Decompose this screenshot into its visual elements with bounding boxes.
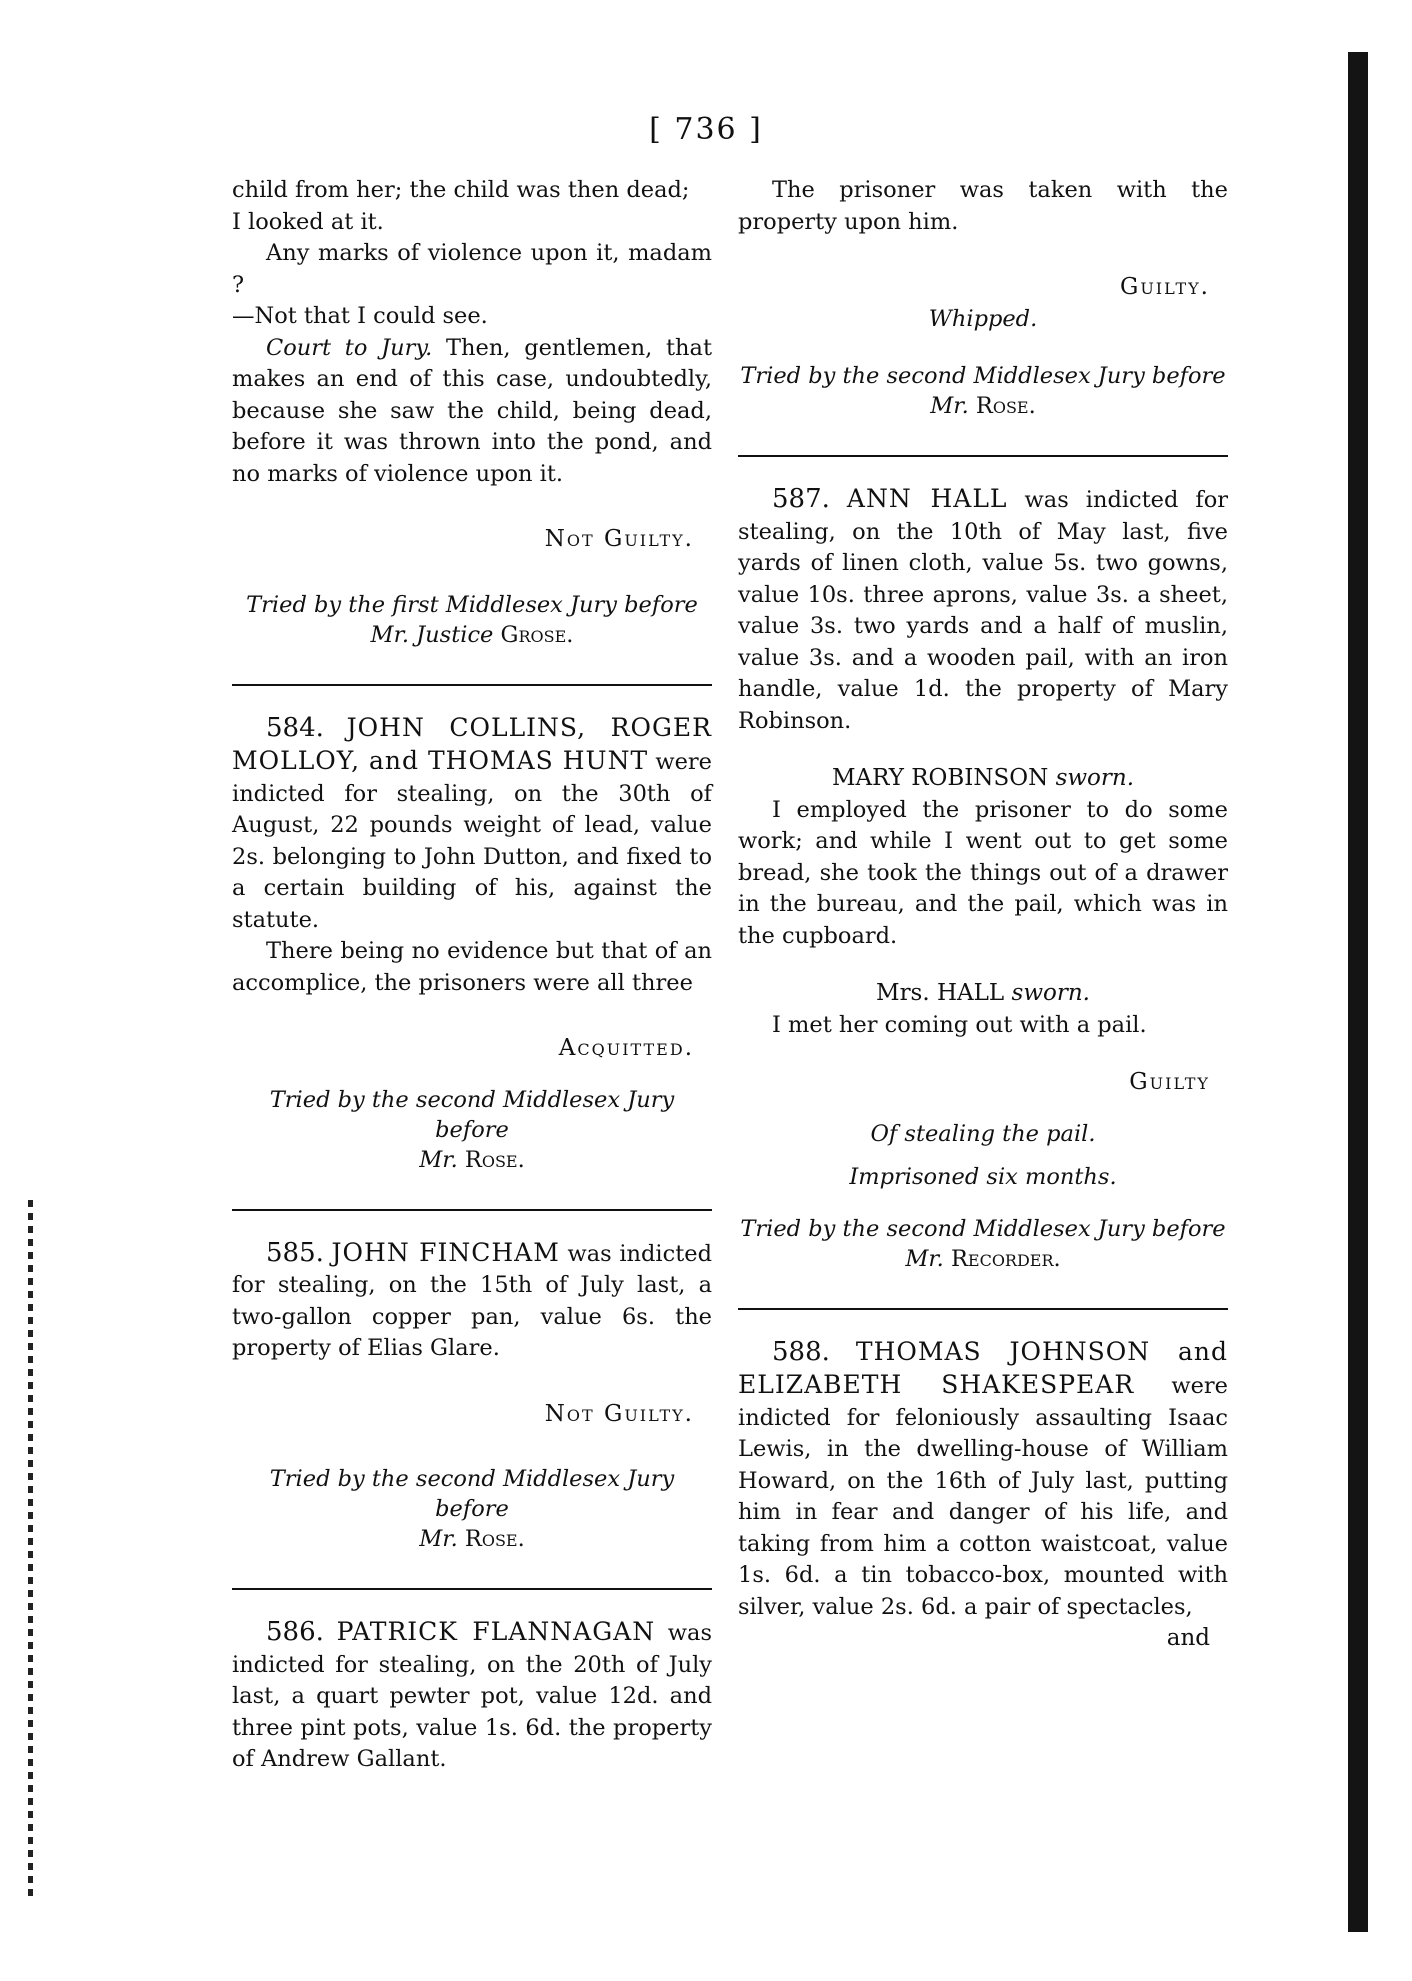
tried-note-587-prefix: Mr. [905,1245,944,1272]
case-586-continuation: The prisoner was taken with the property upon him. [738,177,1228,235]
case-585-paragraph [232,1237,712,1365]
scan-edge-marks [28,1200,33,1900]
witness-heading-1 [738,763,1228,795]
verdict-587-detail: Of stealing the pail. [870,1120,1096,1147]
left-column [232,175,712,1776]
case-585-indictment: was indicted for stealing, on the 15th of July last, a two-gallon copper pan, value 6s. the property of Elias Glare. [232,1240,712,1361]
court-to-jury-label: Court to Jury. [266,334,433,361]
witness-2-sworn: sworn. [1011,980,1090,1006]
continuation-text [232,175,712,238]
tried-note-584-prefix: Mr. [419,1146,458,1173]
tried-note-587-line-1: Tried by the second Middlesex Jury before [740,1215,1226,1242]
witness-2-testimony: I met her coming out with a pail. [772,1011,1147,1038]
case-586-number: 586. [266,1617,324,1647]
tried-note-585-judge: Rose. [464,1526,525,1552]
case-587-paragraph [738,483,1228,737]
tried-note-1-line-1: Tried by the first Middlesex Jury before [246,591,698,618]
sentence-587: Imprisoned six months. [849,1164,1117,1190]
case-588-defendants: THOMAS JOHNSON and ELIZABETH SHAKESPEAR [738,1336,1228,1399]
catchword: and [1166,1625,1210,1651]
tried-note-1-judge: Grose. [500,621,574,648]
witness-1-testimony: I employed the prisoner to do some work; and while I went out to get some bread, she took the things out of a drawer in the bureau, and the pail, which was in the cupboard. [738,796,1228,949]
tried-by-note-586 [738,361,1228,421]
tried-note-586-prefix: Mr. [930,393,969,419]
case-585-defendant: JOHN FINCHAM [331,1237,560,1267]
tried-by-note-584 [232,1085,712,1175]
continuation-line-2: I looked at it. [232,208,384,235]
witness-heading-2 [738,978,1228,1010]
case-586-indictment: was indicted for stealing, on the 20th of July last, a quart pewter pot, value 12d. and three pint pots, value 1s. 6d. the property of Andrew Gallant. [232,1620,713,1772]
scan-binding-shadow [1348,52,1368,1932]
answer-line: —Not that I could see. [232,303,488,329]
verdict-guilty-587: Guilty [1129,1069,1210,1095]
case-586-paragraph [232,1616,712,1776]
case-588-number: 588. [772,1336,830,1367]
case-584-note: There being no evidence but that of an accomplice, the prisoners were all three [232,938,712,996]
page-number: [ 736 ] [649,112,763,147]
tried-note-1-prefix: Mr. Justice [370,621,494,648]
tried-note-586-judge: Rose. [975,393,1036,419]
sentence-586: Whipped. [928,305,1038,332]
tried-note-587-judge: Recorder. [950,1245,1061,1272]
tried-note-585-prefix: Mr. [419,1526,458,1552]
case-584-defendants: JOHN COLLINS, ROGER MOLLOY, and THOMAS HUNT [232,712,712,775]
court-to-jury-text: Then, gentlemen, that makes an end of this case, undoubtedly, because she saw the child, being dead, before it was thrown into the pond, and no marks of violence upon it. [232,334,712,487]
case-584-number: 584. [266,712,324,743]
witness-1-name: MARY ROBINSON [831,765,1049,791]
witness-1-sworn: sworn. [1055,765,1135,791]
case-588-paragraph [738,1336,1228,1624]
verdict-guilty-586: Guilty. [1119,274,1210,300]
tried-note-584-judge: Rose. [464,1146,525,1173]
case-584-indictment: were indicted for stealing, on the 30th of August, 22 pounds weight of lead, value 2s. belonging to John Dutton, and fixed to a certain building of his, against the statute. [232,749,712,933]
tried-by-note-1 [232,590,712,650]
question-text [232,238,712,333]
witness-2-name: Mrs. HALL [876,980,1005,1006]
tried-note-586-line-1: Tried by the second Middlesex Jury before [740,363,1226,389]
case-585-number: 585. [266,1237,324,1268]
case-587-defendant: ANN HALL [846,484,1008,513]
tried-by-note-585 [232,1464,712,1554]
case-586-defendant: PATRICK FLANNAGAN [336,1617,656,1646]
continuation-line-1: child from her; the child was then dead; [232,177,690,203]
verdict-not-guilty-1: Not Guilty. [544,526,694,552]
verdict-not-guilty-585: Not Guilty. [544,1400,694,1427]
tried-by-note-587 [738,1214,1228,1274]
case-584-paragraph [232,712,712,937]
verdict-acquitted: Acquitted. [558,1035,694,1061]
case-587-number: 587. [772,484,830,514]
right-column [738,175,1228,1655]
case-587-indictment: was indicted for stealing, on the 10th of May last, five yards of linen cloth, value 5s. two gowns, value 10s. three aprons, value 3s. a sheet, value 3s. two yards and a half of muslin, value 3s. and a wooden pail, with an iron handle, value 1d. the property of Mary Robinson. [738,487,1229,734]
court-to-jury-paragraph [232,333,712,491]
case-588-indictment: were indicted for feloniously assaulting Isaac Lewis, in the dwelling-house of William Howard, on the 16th of July last, putting him in fear and danger of his life, and taking from him a cotton waistcoat, value 1s. 6d. a tin tobacco-box, mounted with silver, value 2s. 6d. a pair of spectacles, [738,1373,1228,1620]
tried-note-584-line-1: Tried by the second Middlesex Jury before [269,1086,675,1143]
question-line-1: Any marks of violence upon it, madam ? [232,240,712,298]
tried-note-585-line-1: Tried by the second Middlesex Jury before [269,1466,675,1522]
